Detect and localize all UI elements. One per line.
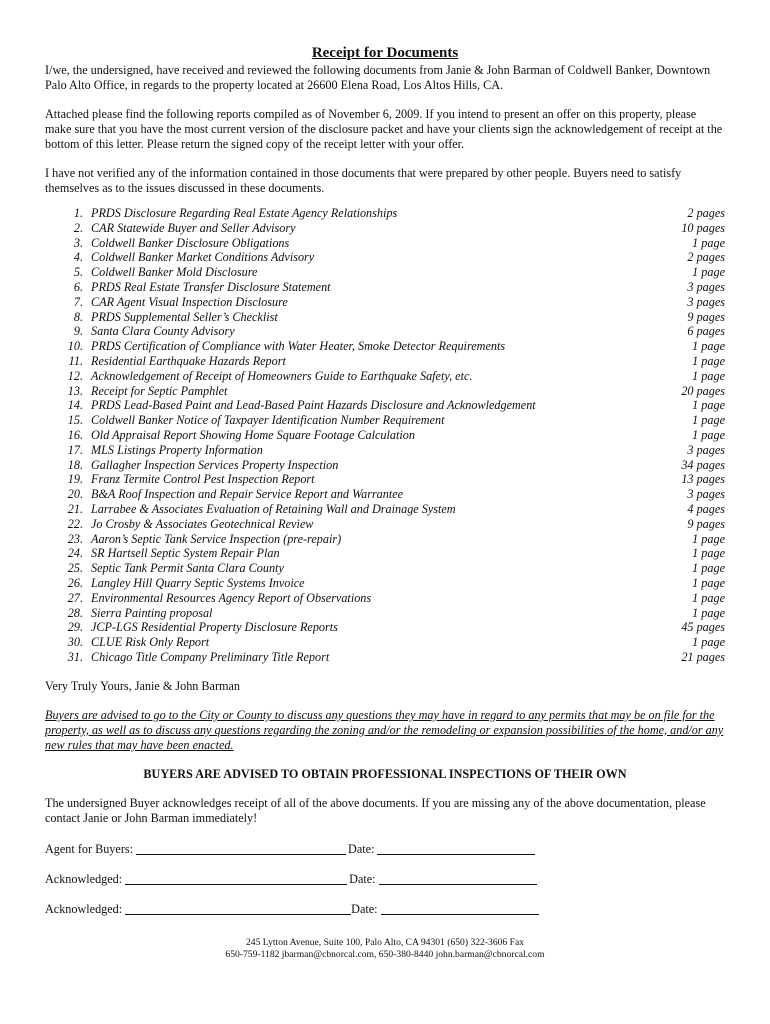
list-item (45, 458, 725, 473)
agent-date-label: Date: (348, 841, 375, 856)
document-number: 19. (67, 472, 83, 487)
document-title-item: PRDS Supplemental Seller’s Checklist (91, 309, 278, 324)
document-page-count: 3 pages (687, 294, 725, 309)
document-number: 13. (67, 383, 83, 398)
list-item (45, 398, 725, 413)
document-title-item: Gallagher Inspection Services Property Inspection (91, 457, 339, 472)
buyers-advice: Buyers are advised to go to the City or County to discuss any questions they may have in regard to any permits that may be on file for the property, as well as to discuss any questions regarding the zoning and/or the remodeling or expansion possibilities of the home, and/or any new rules that may have been enacted. (45, 707, 724, 752)
list-item (45, 295, 725, 310)
document-page-count: 6 pages (687, 324, 725, 339)
list-item (45, 606, 725, 621)
document-page-count: 45 pages (681, 620, 725, 635)
document-title-item: Septic Tank Permit Santa Clara County (91, 561, 284, 576)
list-item (45, 310, 725, 325)
list-item (45, 517, 725, 532)
document-number: 14. (67, 398, 83, 413)
document-number: 6. (73, 279, 83, 294)
list-item (45, 265, 725, 280)
footer-contact (0, 937, 770, 961)
document-number: 22. (67, 516, 83, 531)
document-title: Receipt for Documents (311, 45, 459, 61)
document-page-count: 1 page (692, 339, 725, 354)
document-number: 31. (67, 649, 83, 664)
document-page-count: 9 pages (687, 309, 725, 324)
document-title-item: Coldwell Banker Notice of Taxpayer Identification Number Requirement (91, 413, 445, 428)
list-item (45, 428, 725, 443)
document-number: 16. (67, 427, 83, 442)
document-page-count: 1 page (692, 546, 725, 561)
document-page-count: 1 page (692, 635, 725, 650)
document-title-item: MLS Listings Property Information (91, 442, 263, 457)
document-number: 1. (73, 206, 83, 220)
document-page-count: 1 page (692, 561, 725, 576)
document-page-count: 1 page (692, 427, 725, 442)
list-item (45, 250, 725, 265)
document-page-count: 13 pages (681, 472, 725, 487)
document-title-item: Franz Termite Control Pest Inspection Report (91, 472, 315, 487)
document-number: 2. (73, 220, 83, 235)
document-page-count: 21 pages (681, 649, 725, 664)
list-item (45, 384, 725, 399)
document-title-item: Coldwell Banker Mold Disclosure (91, 265, 258, 280)
document-title-item: Larrabee & Associates Evaluation of Retaining Wall and Drainage System (91, 501, 456, 516)
document-number: 8. (73, 309, 83, 324)
agent-date-line[interactable] (377, 842, 535, 855)
acknowledgement-paragraph: The undersigned Buyer acknowledges receipt of all of the above documents. If you are missing any of the above documentation, please contact Janie or John Barman immediately! (45, 795, 706, 825)
document-title-item: Santa Clara County Advisory (91, 324, 235, 339)
document-number: 3. (73, 235, 83, 250)
document-number: 15. (67, 413, 83, 428)
list-item (45, 324, 725, 339)
document-title-item: CAR Agent Visual Inspection Disclosure (91, 294, 288, 309)
document-page-count: 1 page (692, 413, 725, 428)
document-number: 4. (73, 250, 83, 265)
intro-paragraph: I/we, the undersigned, have received and reviewed the following documents from Janie & John Barman of Coldwell Banker, Downtown Palo Alto Office, in regards to the property located at 26600 Elena Road, Los Altos Hills, CA. (45, 63, 711, 92)
document-title-item: Chicago Title Company Preliminary Title Report (91, 649, 330, 664)
document-title-item: PRDS Disclosure Regarding Real Estate Agency Relationships (91, 206, 398, 220)
document-title-item: Coldwell Banker Disclosure Obligations (91, 235, 290, 250)
document-page (45, 44, 725, 917)
list-item (45, 635, 725, 650)
ack2-date-line[interactable] (381, 902, 539, 915)
ack2-signature-line[interactable] (125, 902, 351, 915)
attached-paragraph: Attached please find the following reports compiled as of November 6, 2009. If you intend to present an offer on this property, please make sure that you have the most current version of the disclosure packet and have your clients sign the acknowledgement of receipt at the bottom of this letter. Please return the signed copy of the receipt letter with your offer. (45, 107, 723, 151)
document-page-count: 1 page (692, 575, 725, 590)
document-title-item: Jo Crosby & Associates Geotechnical Review (91, 516, 314, 531)
document-number: 11. (68, 353, 83, 368)
list-item (45, 280, 725, 295)
document-page-count: 10 pages (681, 220, 725, 235)
list-item (45, 472, 725, 487)
list-item (45, 502, 725, 517)
document-page-count: 1 page (692, 235, 725, 250)
document-number: 30. (67, 635, 83, 650)
list-item (45, 546, 725, 561)
document-number: 12. (67, 368, 83, 383)
document-number: 17. (67, 442, 83, 457)
list-item (45, 236, 725, 251)
ack1-signature-line[interactable] (125, 872, 347, 885)
document-page-count: 1 page (692, 531, 725, 546)
document-number: 9. (73, 324, 83, 339)
document-page-count: 1 page (692, 265, 725, 280)
document-title-item: CLUE Risk Only Report (91, 635, 210, 650)
disclaimer-paragraph: I have not verified any of the information contained in those documents that were prepared by other people. Buyers need to satisfy themselves as to the issues discussed in these documents. (45, 166, 682, 195)
document-page-count: 2 pages (687, 250, 725, 265)
document-list (45, 206, 725, 665)
ack1-date-line[interactable] (379, 872, 537, 885)
document-title-item: Receipt for Septic Pamphlet (91, 383, 228, 398)
list-item (45, 532, 725, 547)
ack2-date-label: Date: (351, 901, 378, 916)
footer-line-1: 245 Lytton Avenue, Suite 100, Palo Alto, CA 94301 (650) 322-3606 Fax (245, 937, 525, 948)
document-page-count: 2 pages (687, 206, 725, 220)
closing-signature: Very Truly Yours, Janie & John Barman (45, 678, 241, 693)
document-page-count: 9 pages (687, 516, 725, 531)
list-item (45, 591, 725, 606)
document-title-item: CAR Statewide Buyer and Seller Advisory (91, 220, 296, 235)
list-item (45, 369, 725, 384)
document-title-item: PRDS Real Estate Transfer Disclosure Statement (91, 279, 331, 294)
document-title-item: PRDS Certification of Compliance with Water Heater, Smoke Detector Requirements (91, 339, 506, 354)
document-page-count: 1 page (692, 353, 725, 368)
ack2-label: Acknowledged: (45, 901, 123, 916)
document-title-item: Coldwell Banker Market Conditions Advisory (91, 250, 315, 265)
document-page-count: 1 page (692, 590, 725, 605)
document-title-item: Environmental Resources Agency Report of Observations (91, 590, 372, 605)
document-title-item: Acknowledgement of Receipt of Homeowners Guide to Earthquake Safety, etc. (91, 368, 473, 383)
document-page-count: 3 pages (687, 487, 725, 502)
document-title-item: B&A Roof Inspection and Repair Service Report and Warrantee (91, 487, 404, 502)
document-number: 21. (67, 501, 83, 516)
document-page-count: 3 pages (687, 442, 725, 457)
document-title-item: SR Hartsell Septic System Repair Plan (91, 546, 280, 561)
document-number: 26. (67, 575, 83, 590)
document-number: 25. (67, 561, 83, 576)
list-item (45, 354, 725, 369)
list-item (45, 620, 725, 635)
document-number: 29. (67, 620, 83, 635)
list-item (45, 206, 725, 221)
ack1-label: Acknowledged: (45, 871, 123, 886)
document-page-count: 20 pages (681, 383, 725, 398)
list-item (45, 221, 725, 236)
document-number: 23. (67, 531, 83, 546)
ack1-date-label: Date: (349, 871, 376, 886)
list-item (45, 561, 725, 576)
list-item (45, 576, 725, 591)
document-number: 27. (67, 590, 83, 605)
list-item (45, 339, 725, 354)
list-item (45, 413, 725, 428)
footer-line-2: 650-759-1182 jbarman@cbnorcal.com, 650-380-8440 john.barman@cbnorcal.com (225, 949, 545, 960)
document-number: 10. (67, 339, 83, 354)
document-number: 28. (67, 605, 83, 620)
document-number: 24. (67, 546, 83, 561)
document-title-item: PRDS Lead-Based Paint and Lead-Based Paint Hazards Disclosure and Acknowledgement (91, 398, 536, 413)
document-title-item: Old Appraisal Report Showing Home Square Footage Calculation (91, 427, 415, 442)
document-number: 5. (73, 265, 83, 280)
document-title-item: Aaron’s Septic Tank Service Inspection (pre-repair) (91, 531, 342, 546)
agent-label: Agent for Buyers: (45, 841, 134, 856)
agent-signature-line[interactable] (136, 842, 346, 855)
document-page-count: 4 pages (687, 501, 725, 516)
agent-signature-row (45, 842, 725, 857)
document-title-item: Residential Earthquake Hazards Report (91, 353, 286, 368)
document-page-count: 1 page (692, 605, 725, 620)
document-title-item: Langley Hill Quarry Septic Systems Invoice (91, 575, 305, 590)
document-page-count: 3 pages (687, 279, 725, 294)
list-item (45, 443, 725, 458)
acknowledged-row-1 (45, 872, 725, 887)
document-number: 18. (67, 457, 83, 472)
document-page-count: 1 page (692, 398, 725, 413)
document-title-item: JCP-LGS Residential Property Disclosure Reports (91, 620, 338, 635)
inspection-heading: BUYERS ARE ADVISED TO OBTAIN PROFESSIONAL INSPECTIONS OF THEIR OWN (143, 766, 627, 781)
list-item (45, 650, 725, 665)
document-number: 7. (73, 294, 83, 309)
document-page-count: 1 page (692, 368, 725, 383)
document-number: 20. (67, 487, 83, 502)
acknowledged-row-2 (45, 902, 725, 917)
document-page-count: 34 pages (681, 457, 725, 472)
document-title-item: Sierra Painting proposal (91, 605, 213, 620)
list-item (45, 487, 725, 502)
